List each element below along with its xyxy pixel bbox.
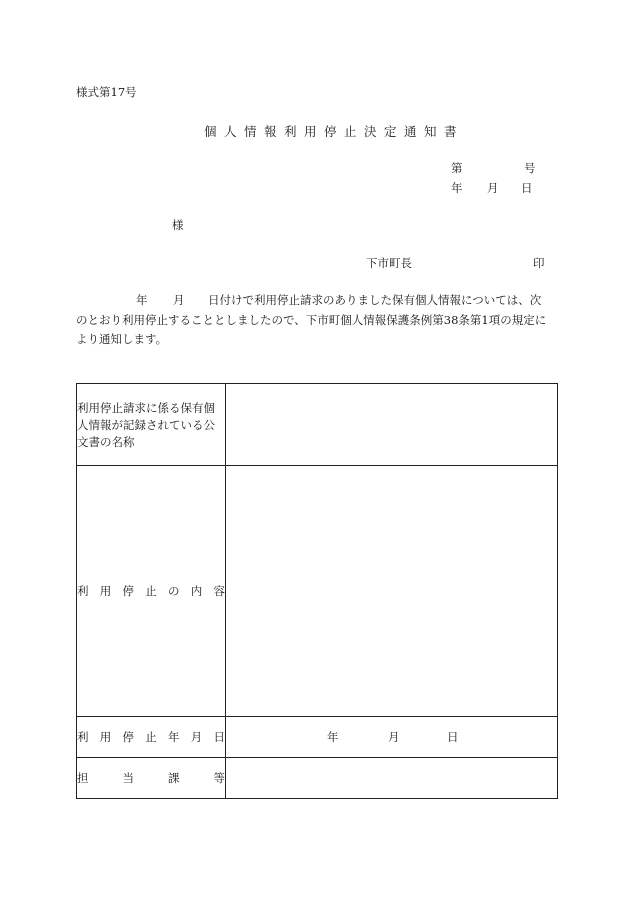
date-year-label: 年 bbox=[451, 181, 463, 195]
value-date-year: 年 bbox=[327, 730, 339, 744]
value-document-name[interactable] bbox=[226, 384, 558, 466]
label-char: 日 bbox=[213, 730, 225, 744]
seal-mark: 印 bbox=[533, 256, 545, 270]
label-char: の bbox=[168, 584, 180, 598]
addressee-suffix: 様 bbox=[172, 218, 184, 232]
label-char: 用 bbox=[99, 730, 112, 744]
label-char: 利 bbox=[77, 730, 89, 744]
value-date-day: 日 bbox=[447, 730, 459, 744]
label-document-name: 利用停止請求に係る保有個人情報が記録されている公文書の名称 bbox=[77, 384, 226, 466]
value-date-month: 月 bbox=[388, 730, 400, 744]
label-char: 当 bbox=[122, 771, 134, 785]
label-date bbox=[77, 717, 226, 758]
value-date[interactable] bbox=[226, 717, 558, 758]
label-char: 停 bbox=[122, 730, 134, 744]
value-content[interactable] bbox=[226, 466, 558, 717]
body-line-2: のとおり利用停止することとしましたので、下市町個人情報保護条例第38条第1項の規定に bbox=[76, 313, 547, 327]
body-line-3: より通知します。 bbox=[76, 332, 168, 346]
label-char: 課 bbox=[168, 771, 180, 785]
value-department[interactable] bbox=[226, 758, 558, 799]
body-line-1: 日付けで利用停止請求のありました保有個人情報については、次 bbox=[208, 293, 542, 307]
table-row-document-name bbox=[77, 384, 558, 466]
sender-name: 下市町長 bbox=[366, 256, 412, 270]
body-date-year: 年 bbox=[136, 293, 148, 307]
label-char: 等 bbox=[213, 771, 225, 785]
label-char: 年 bbox=[168, 730, 180, 744]
date-month-label: 月 bbox=[487, 181, 499, 195]
table-row-date bbox=[77, 717, 558, 758]
table-row-department bbox=[77, 758, 558, 799]
doc-number-prefix: 第 bbox=[451, 161, 463, 175]
label-char: 止 bbox=[145, 730, 157, 744]
label-char: 利 bbox=[77, 584, 89, 598]
body-date-month: 月 bbox=[173, 293, 185, 307]
decision-table bbox=[76, 383, 558, 799]
label-content bbox=[77, 466, 226, 717]
date-day-label: 日 bbox=[521, 181, 533, 195]
label-char: 月 bbox=[190, 730, 203, 744]
doc-number-suffix: 号 bbox=[524, 161, 536, 175]
label-char: 停 bbox=[122, 584, 134, 598]
document-title: 個人情報利用停止決定通知書 bbox=[204, 124, 465, 139]
label-char: 容 bbox=[213, 584, 225, 598]
label-char: 止 bbox=[145, 584, 157, 598]
label-char: 内 bbox=[190, 584, 203, 598]
label-char: 用 bbox=[99, 584, 112, 598]
label-department bbox=[77, 758, 226, 799]
label-char: 担 bbox=[77, 771, 89, 785]
form-number: 様式第17号 bbox=[76, 85, 137, 99]
table-row-content bbox=[77, 466, 558, 717]
